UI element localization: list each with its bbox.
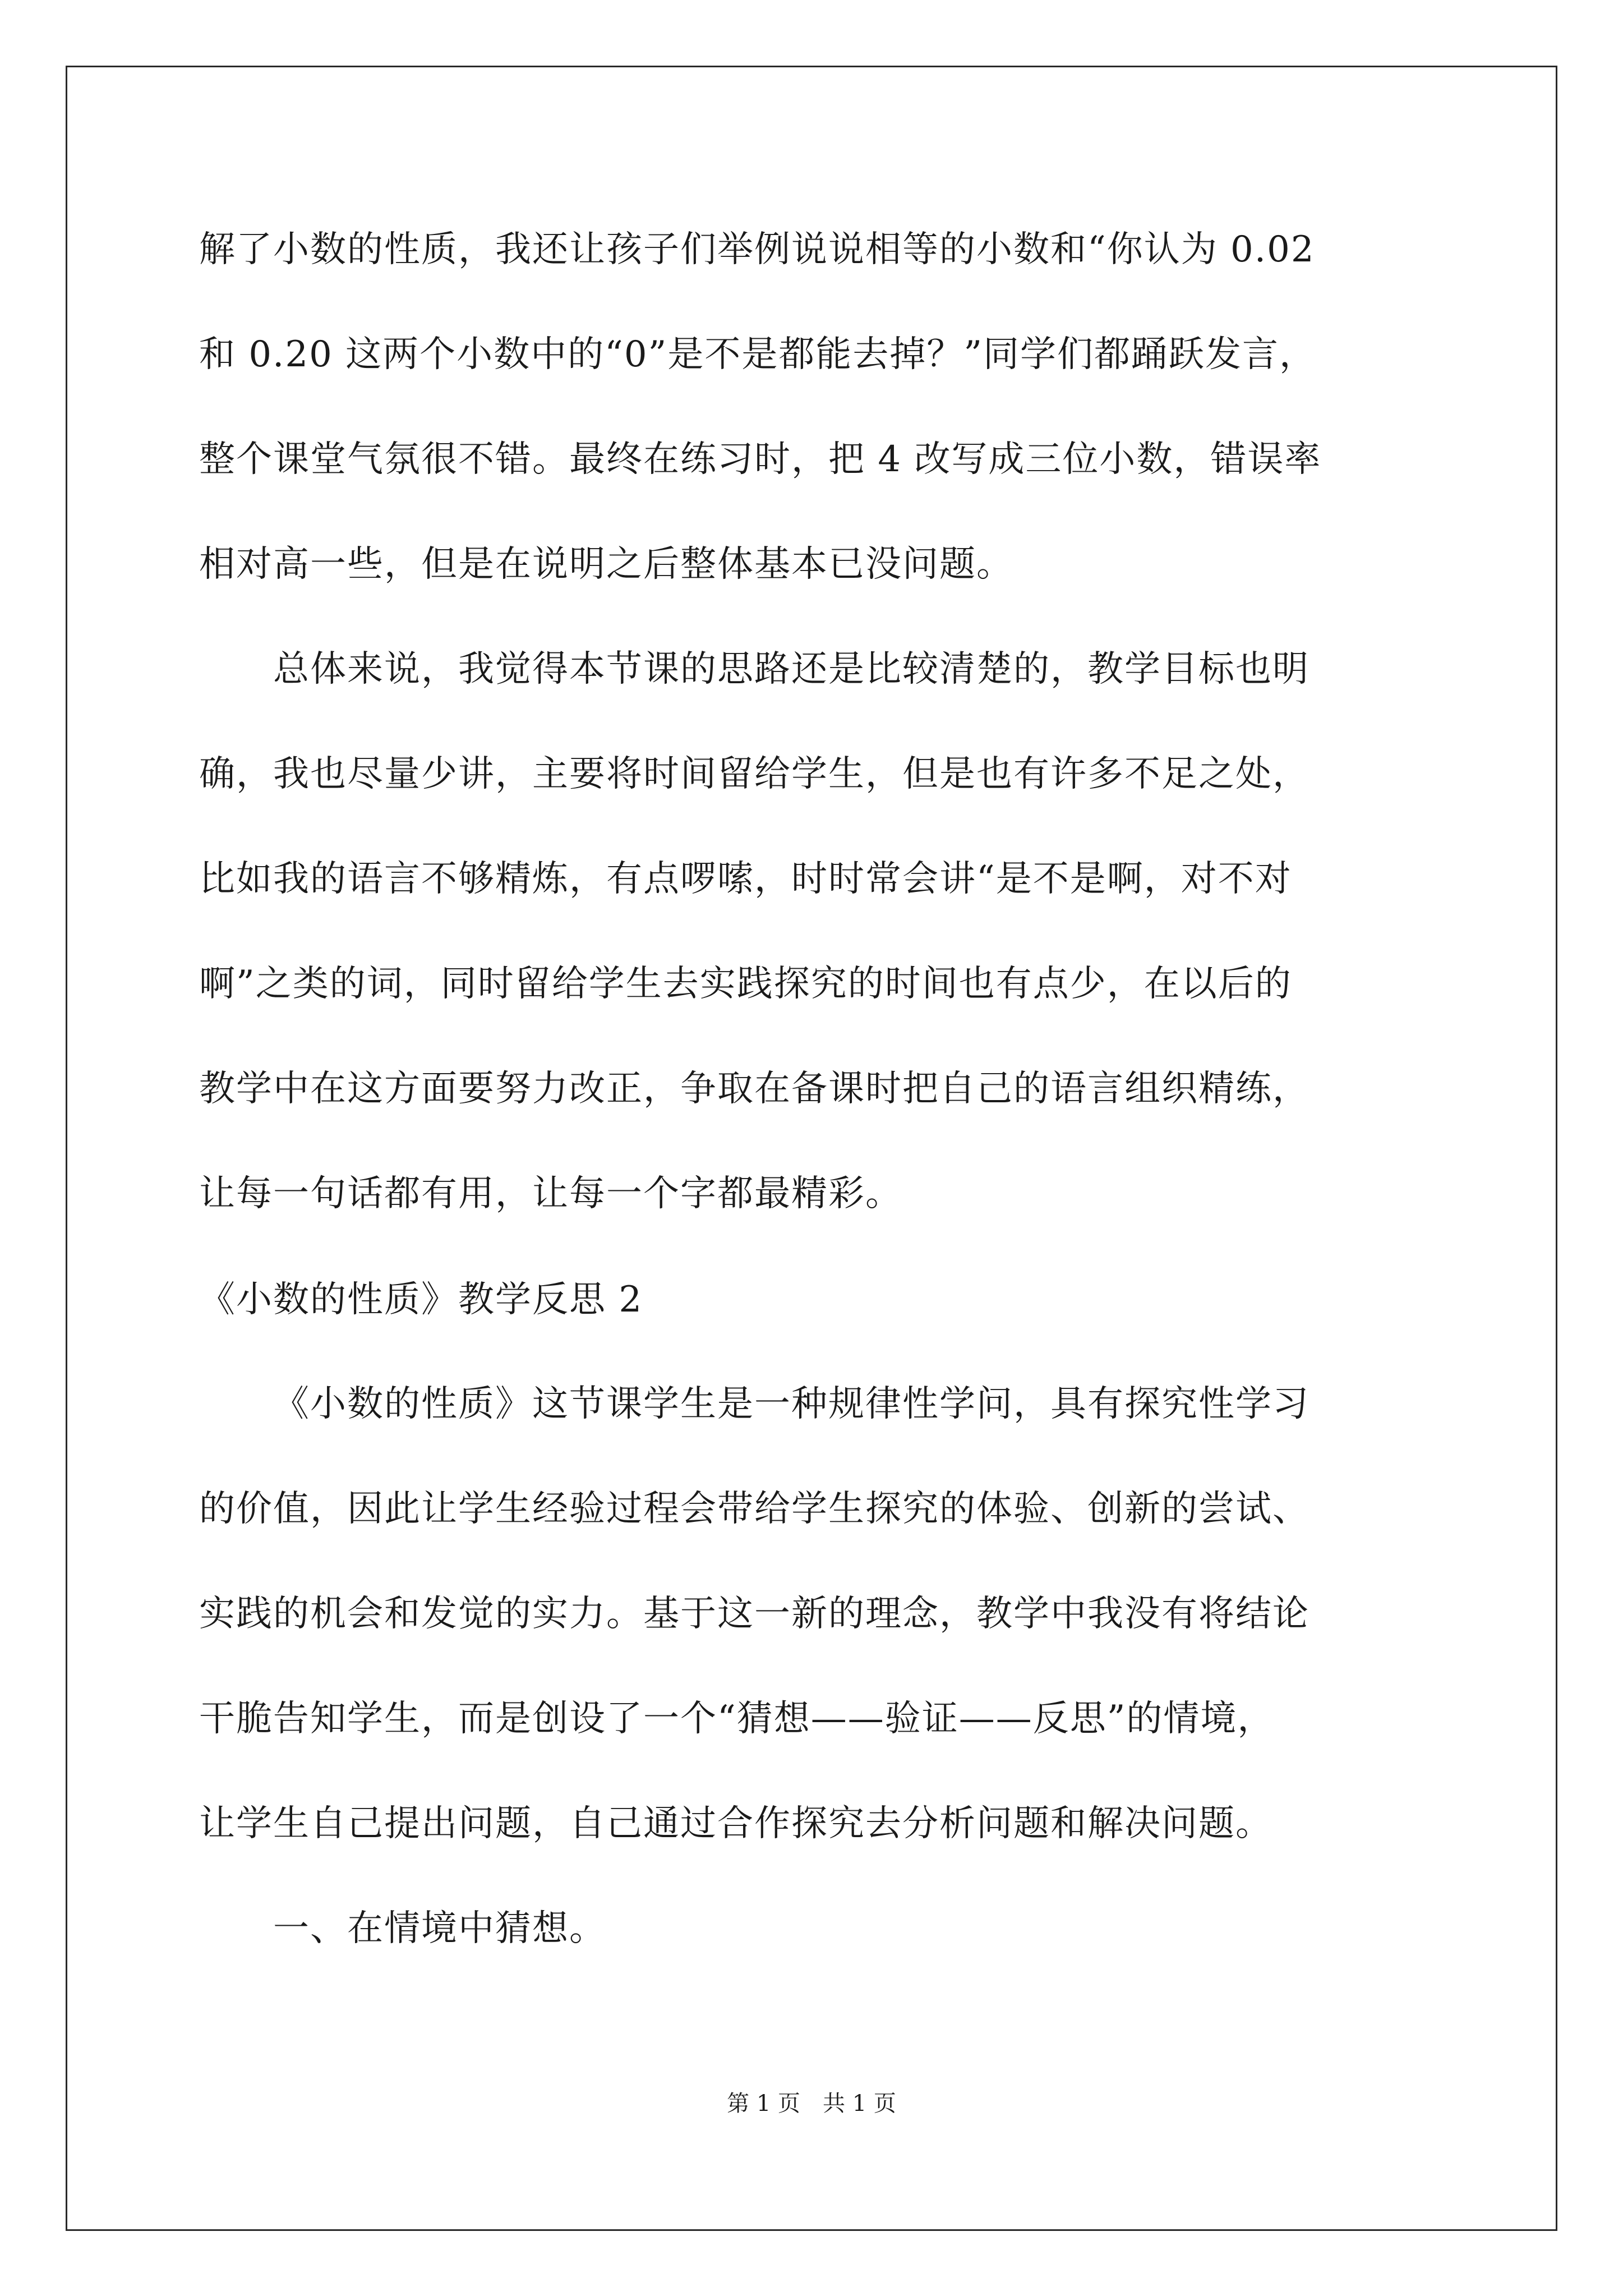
text-line: 解了小数的性质，我还让孩子们举例说说相等的小数和“你认为 0.02: [199, 229, 1315, 270]
text-line: 让每一句话都有用，让每一个字都最精彩。: [199, 1173, 902, 1214]
paragraph-first-line: 《小数的性质》这节课学生是一种规律性学问，具有探究性学习: [273, 1383, 1310, 1425]
text-line: 教学中在这方面要努力改正，争取在备课时把自己的语言组织精练，: [199, 1068, 1310, 1110]
text-line: 和 0.20 这两个小数中的“0”是不是都能去掉？”同学们都踊跃发言，: [199, 334, 1317, 375]
section-heading: 《小数的性质》教学反思 2: [199, 1279, 643, 1320]
page-footer: 第 1 页 共 1 页: [727, 2091, 896, 2116]
text-line: 让学生自己提出问题，自己通过合作探究去分析问题和解决问题。: [199, 1803, 1272, 1844]
text-line: 相对高一些，但是在说明之后整体基本已没问题。: [199, 544, 1013, 585]
text-line: 确，我也尽量少讲，主要将时间留给学生，但是也有许多不足之处，: [199, 753, 1310, 795]
subheading: 一、在情境中猜想。: [273, 1908, 606, 1949]
text-line: 比如我的语言不够精炼，有点啰嗦，时时常会讲“是不是啊，对不对: [199, 858, 1292, 900]
paragraph-first-line: 总体来说，我觉得本节课的思路还是比较清楚的，教学目标也明: [273, 648, 1310, 690]
text-line: 干脆告知学生，而是创设了一个“猜想——验证——反思”的情境，: [199, 1698, 1275, 1740]
text-line: 实践的机会和发觉的实力。基于这一新的理念，教学中我没有将结论: [199, 1593, 1310, 1635]
text-line: 的价值，因此让学生经验过程会带给学生探究的体验、创新的尝试、: [199, 1488, 1310, 1530]
text-line: 整个课堂气氛很不错。最终在练习时，把 4 改写成三位小数，错误率: [199, 439, 1322, 480]
text-line: 啊”之类的词，同时留给学生去实践探究的时间也有点少，在以后的: [199, 963, 1292, 1005]
